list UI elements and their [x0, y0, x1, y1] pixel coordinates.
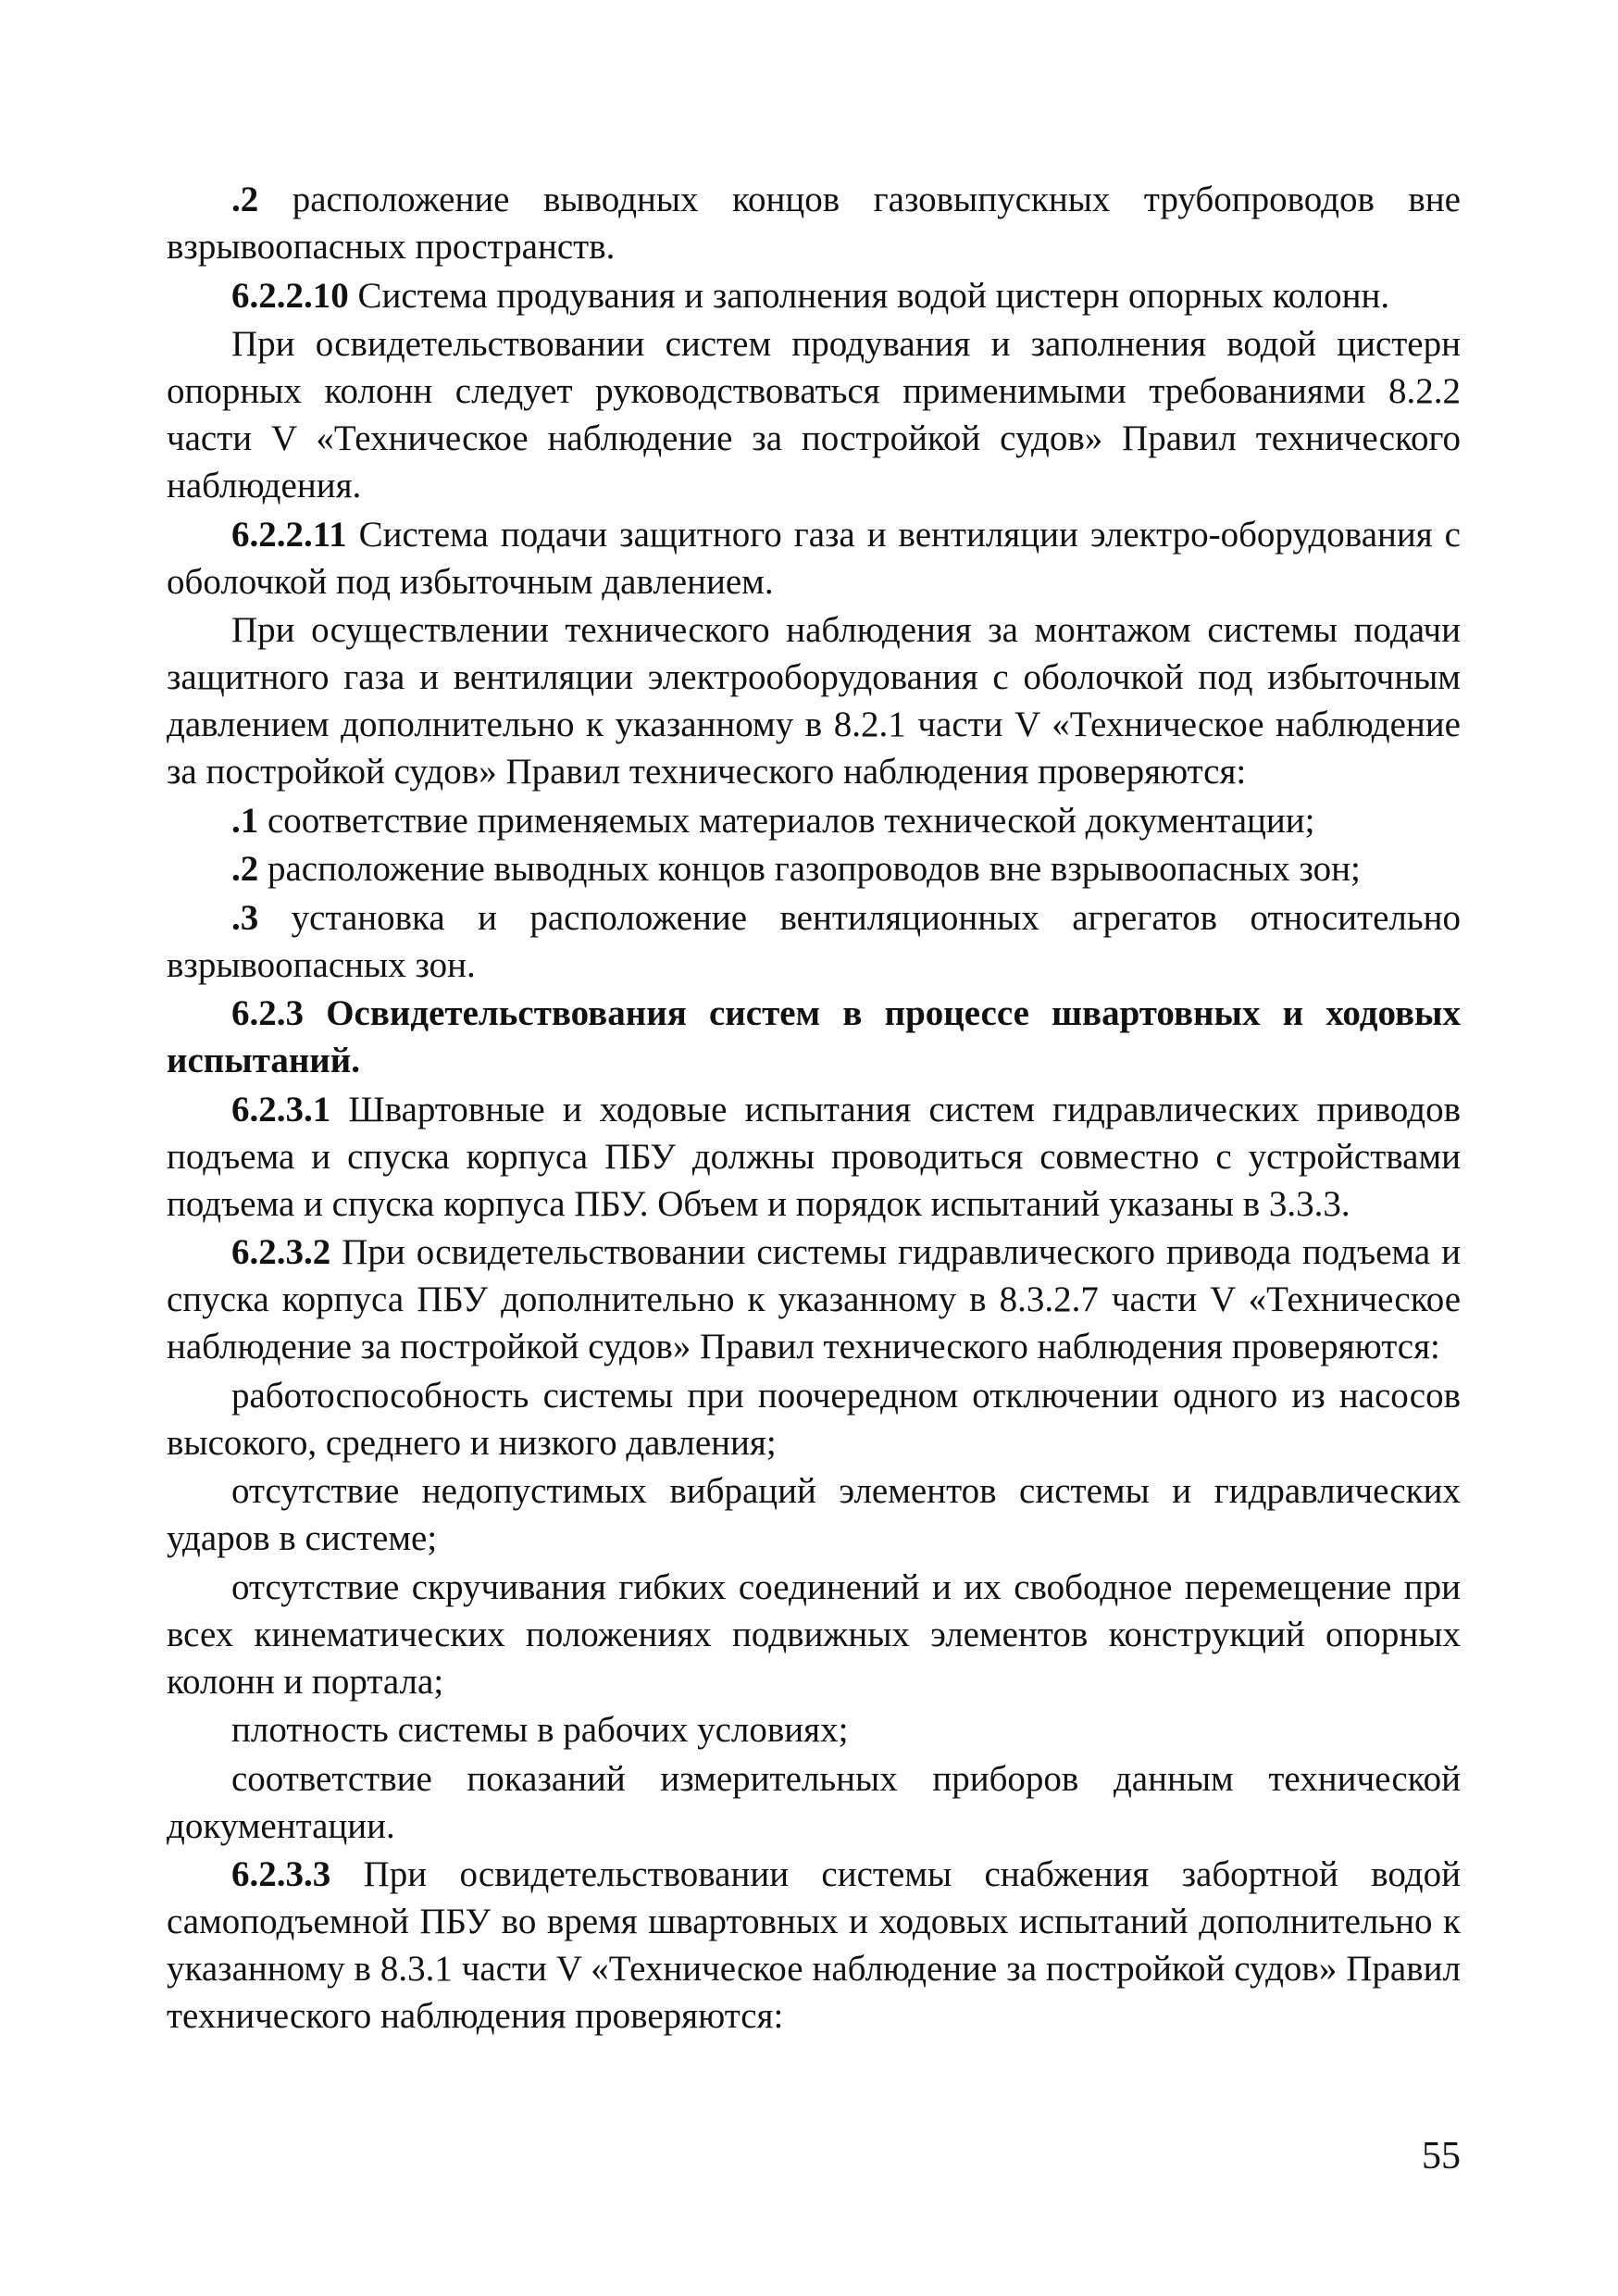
clause-number: 6.2.3.2 [231, 1232, 331, 1272]
paragraph [167, 1372, 1461, 1466]
clause-number: .2 [231, 849, 259, 889]
paragraph-text: работоспособность системы при поочередном отключении одного из насосов высокого, среднего и низкого давления; [167, 1375, 1461, 1463]
paragraph-text: соответствие применяемых материалов технической документации; [258, 800, 1315, 841]
clause-number: 6.2.3.1 [231, 1089, 331, 1129]
paragraph [167, 797, 1461, 844]
clause-number: .2 [231, 180, 259, 219]
paragraph-text: установка и расположение вентиляционных агрегатов относительно взрывоопасных зон. [167, 897, 1461, 985]
paragraph-text: плотность системы в рабочих условиях; [231, 1710, 849, 1750]
paragraph-text: отсутствие недопустимых вибраций элементов системы и гидравлических ударов в системе; [167, 1471, 1461, 1558]
paragraph-text: отсутствие скручивания гибких соединений и их свободное перемещение при всех кинематических положениях подвижных элементов конструкций опорных колонн и портала; [167, 1566, 1461, 1702]
paragraph [167, 1755, 1461, 1850]
page-number: 55 [1422, 2135, 1461, 2177]
paragraph-text: При освидетельствовании системы снабжения забортной водой самоподъемной ПБУ во время швартовных и ходовых испытаний дополнительно к указанному в 8.3.1 части V «Техническое наблюдение за постройкой судов» Правил технического наблюдения проверяются: [167, 1854, 1461, 2036]
paragraph [167, 1706, 1461, 1753]
clause-number: 6.2.2.11 [231, 514, 347, 555]
paragraph [167, 1229, 1461, 1370]
paragraph-text: При освидетельствовании системы гидравлического привода подъема и спуска корпуса ПБУ дополнительно к указанному в 8.3.2.7 части V «Техническое наблюдение за постройкой судов» Правил технического наблюдения проверяются: [167, 1232, 1461, 1366]
clause-number: 6.2.2.10 [231, 275, 349, 316]
paragraph [167, 272, 1461, 319]
paragraph-text: Система подачи защитного газа и вентиляции электро-оборудования с оболочкой под избыточным давлением. [167, 514, 1461, 602]
paragraph-text: Система продувания и заполнения водой цистерн опорных колонн. [348, 275, 1390, 316]
paragraph-text: соответствие показаний измерительных приборов данным технической документации. [167, 1758, 1461, 1846]
paragraph [167, 1851, 1461, 2040]
paragraph [167, 606, 1461, 795]
document-page [167, 176, 1461, 2041]
paragraph [167, 1467, 1461, 1562]
paragraph-text: При освидетельствовании систем продувания и заполнения водой цистерн опорных колонн следует руководствоваться применимыми требованиями 8.2.2 части V «Техническое наблюдение за постройкой судов» Правил технического наблюдения. [167, 324, 1461, 505]
paragraph [167, 990, 1461, 1084]
paragraph-text: Швартовные и ходовые испытания систем гидравлических приводов подъема и спуска корпуса ПБУ должны проводиться совместно с устройствами подъема и спуска корпуса ПБУ. Объем и порядок испытаний указаны в 3.3.3. [167, 1089, 1461, 1224]
paragraph-text: расположение выводных концов газопроводов вне взрывоопасных зон; [258, 849, 1361, 889]
paragraph [167, 1564, 1461, 1705]
paragraph-text: Освидетельствования систем в процессе швартовных и ходовых испытаний. [167, 993, 1461, 1080]
paragraph [167, 894, 1461, 989]
paragraph [167, 320, 1461, 509]
paragraph-text: расположение выводных концов газовыпускных трубопроводов вне взрывоопасных пространств. [167, 180, 1461, 267]
paragraph [167, 1086, 1461, 1228]
paragraph [167, 845, 1461, 892]
clause-number: .3 [231, 897, 259, 938]
paragraph [167, 176, 1461, 270]
clause-number: .1 [231, 800, 259, 841]
clause-number: 6.2.3.3 [231, 1854, 331, 1894]
paragraph-text: При осуществлении технического наблюдения за монтажом системы подачи защитного газа и вентиляции электрооборудования с оболочкой под избыточным давлением дополнительно к указанному в 8.2.1 части V «Техническое наблюдение за постройкой судов» Правил технического наблюдения проверяются: [167, 610, 1461, 792]
paragraph [167, 511, 1461, 605]
clause-number: 6.2.3 [231, 993, 304, 1033]
